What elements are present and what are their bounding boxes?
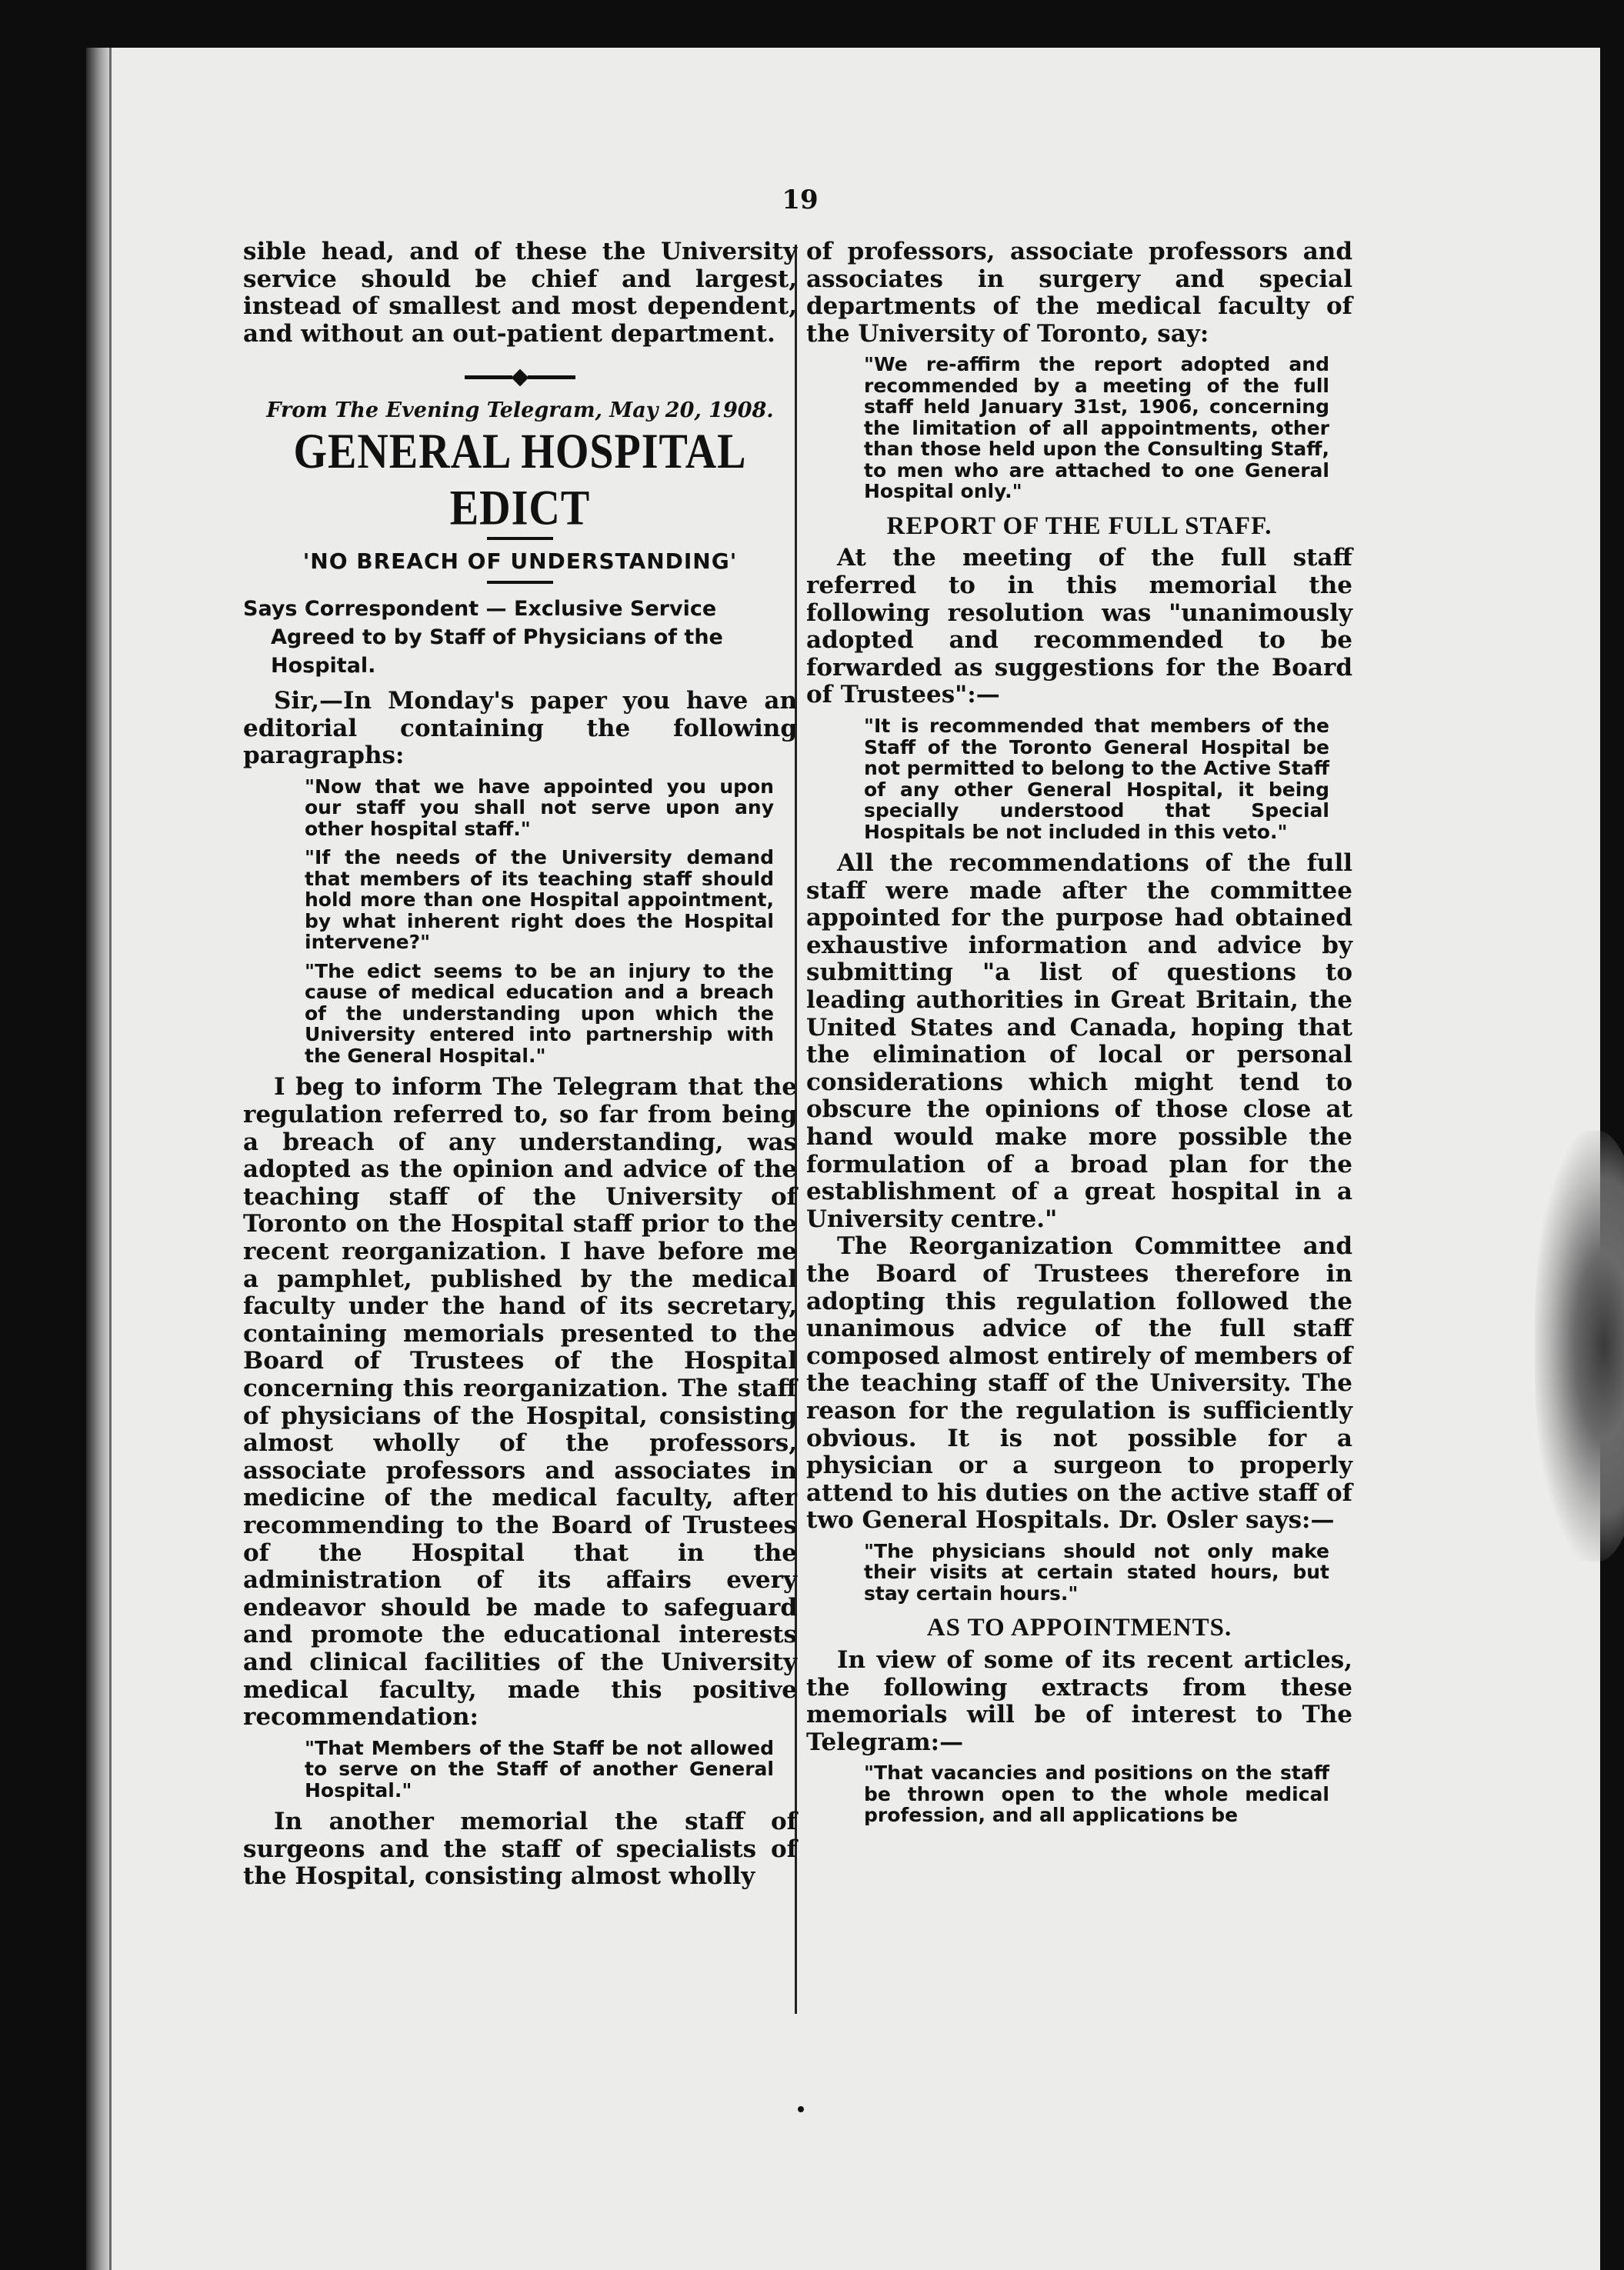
quote-block: "It is recommended that members of the Staff of the Toronto General Hospital be not permitted to belong to the Active Staff of any other General Hospital, it being specially understood that Special Hospitals be not included in this veto." xyxy=(864,715,1329,843)
quote-block: "That vacancies and positions on the staff be thrown open to the whole medical profession, and all applications be xyxy=(864,1762,1329,1827)
quote-block: "The edict seems to be an injury to the cause of medical education and a breach of the understanding upon which the University entered into partnership with the General Hospital." xyxy=(305,959,774,1067)
quote-block: "We re-affirm the report adopted and recommended by a meeting of the full staff held January 31st, 1906, concerning the limitation of all appointments, other than those held upon the Consulting Staff, to men who are attached to one General Hospital only." xyxy=(864,353,1329,503)
body-paragraph: I beg to inform The Telegram that the regulation referred to, so far from being a breach of any understanding, was adopted as the opinion and advice of the teaching staff of the University of Toronto on the Hospital staff prior to the recent reorganization. I have before me a pamphlet, published by the medical faculty under the hand of its secretary, containing memorials presented to the Board of Trustees of the Hospital concerning this reorganization. The staff of physicians of the Hospital, consisting almost wholly of the professors, associate professors and associates in medicine of the medical faculty, after recommending to the Board of Trustees of the Hospital that in the administration of its affairs every endeavor should be made to safeguard and promote the educational interests and clinical facilities of the University medical faculty, made this positive recommendation: xyxy=(243,1073,797,1732)
quote-block: "That Members of the Staff be not allowed to serve on the Staff of another General Hospital." xyxy=(305,1736,774,1802)
subheadline-rule xyxy=(487,581,553,584)
salutation-paragraph: Sir,—In Monday's paper you have an editorial containing the following paragraphs: xyxy=(243,687,797,770)
book-spine-shadow xyxy=(86,48,109,2270)
source-line: From The Evening Telegram, May 20, 1908. xyxy=(266,398,774,422)
quote-block: "If the needs of the University demand that members of its teaching staff should hold more than one Hospital appointment, by what inherent right does the Hospital intervene?" xyxy=(305,846,774,954)
body-paragraph: In another memorial the staff of surgeons and the staff of specialists of the Hospital, consisting almost wholly xyxy=(243,1808,797,1891)
right-continuation-text: of professors, associate professors and associates in surgery and special departments of the medical faculty of the University of Toronto, say: xyxy=(806,238,1352,348)
left-column xyxy=(243,238,797,1891)
article-subheadline: 'NO BREACH OF UNDERSTANDING' xyxy=(302,548,738,574)
body-paragraph: In view of some of its recent articles, the following extracts from these memorials will be of interest to The Telegram:— xyxy=(806,1645,1352,1756)
page-number: 19 xyxy=(782,185,819,215)
body-paragraph: The Reorganization Committee and the Board of Trustees therefore in adopting this regulation followed the unanimous advice of the full staff composed almost entirely of members of the teaching staff of the University. The reason for the regulation is sufficiently obvious. It is not possible for a physician or a surgeon to properly attend to his duties on the active staff of two General Hospitals. Dr. Osler says:— xyxy=(806,1232,1352,1535)
ink-speck xyxy=(798,2106,804,2112)
quote-block: "Now that we have appointed you upon our staff you shall not serve upon any other hospital staff." xyxy=(305,775,774,840)
ornament-divider xyxy=(243,363,797,391)
body-paragraph: At the meeting of the full staff referred to in this memorial the following resolution was "unanimously adopted and recommended to be forwarded as suggestions for the Board of Trustees":— xyxy=(806,544,1352,709)
section-heading: AS TO APPOINTMENTS. xyxy=(926,1614,1232,1642)
quote-block: "The physicians should not only make their visits at certain stated hours, but stay certain hours." xyxy=(864,1539,1329,1605)
page-edge-stain xyxy=(1535,1131,1624,1562)
right-column xyxy=(806,238,1352,1834)
left-continuation-text: sible head, and of these the University service should be chief and largest, instead of smallest and most dependent, and without an out-patient department. xyxy=(243,238,797,348)
article-deck: Says Correspondent — Exclusive Service Agreed to by Staff of Physicians of the Hospital. xyxy=(243,597,723,678)
body-paragraph: All the recommendations of the full staff were made after the committee appointed for the purpose had obtained exhaustive information and advice by submitting "a list of questions to leading authorities in Great Britain, the United States and Canada, hoping that the elimination of local or personal considerations which might tend to obscure the opinions of those close at hand would make more possible the formulation of a broad plan for the establishment of a great hospital in a University centre." xyxy=(806,849,1352,1233)
article-headline: GENERAL HOSPITAL EDICT xyxy=(293,424,747,536)
headline-rule xyxy=(487,537,553,540)
section-heading: REPORT OF THE FULL STAFF. xyxy=(886,512,1272,540)
